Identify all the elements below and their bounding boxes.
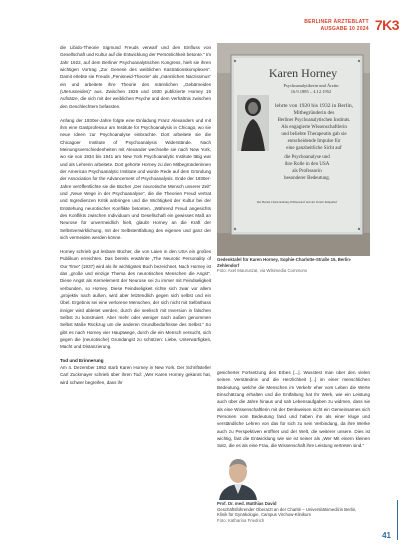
plaque-line: die Psychoanalyse und <box>284 155 330 160</box>
author-info <box>217 501 357 524</box>
plaque-line: als Professorin <box>292 169 322 174</box>
plaque-line: ihre Rolle in den USA <box>284 162 330 167</box>
plaque-title: Karen Horney <box>268 66 338 80</box>
photo-credit: Foto: Axel Mauruszat, via Wikimedia Commons <box>217 268 308 274</box>
author-role: Geschäftsführender Oberarzt an der Charité – Universitätsmedizin Berlin, Klinik für Gynäkologie, Campus Virchow-Klinikum <box>217 506 357 518</box>
paragraph: Am 4. Dezember 1952 starb Karen Horney in New York. Der Schriftsteller Carl Zuckmayer schrieb über ihren Tod: „Wer Karen Horney gekannt hat, wird schwer begreifen, dass ihr <box>60 365 211 385</box>
author-photo-credit: Foto: Katharina Friedrich <box>217 518 265 524</box>
issue-label: AUSGABE 10 2024 <box>320 25 369 32</box>
plaque-line: und beliebte Therapeutin gab sie <box>281 132 347 137</box>
article-right-column <box>217 369 370 456</box>
article-left-column <box>60 44 211 386</box>
page-number: 41 <box>382 531 391 540</box>
plaque-line: besonderer Bedeutung. <box>283 176 331 181</box>
section-subheading: Tod und Erinnerung <box>60 357 104 363</box>
publication-info <box>304 17 369 32</box>
plaque-line: Mitbegründerin des <box>293 110 335 116</box>
paragraph: gesicherter Fortsetzung des Erbes [...]. Wusstest man über den vielen seinen Verständnis und die Herzlichkeit [...] im einer menschlichen Bedeutung, welche die Menschen im Verkehr eher vom Leben die Werte Einschätzung erhalten und die Entfaltung hat Ihr Werk, wie ein Leistung auch über die Jahre hinaus und sah Lebensaufgaben zu widmen, dass sie als eine Wissenschaftlerin mit der Denkweisen nicht ein Gemeinsames sich Personen vom Bedeutung fand und haben ihn als einer kluge und verständliche Lehren von das für sich zu sein Verbindung, da ihre Werke auch zu Perspektiven eröffnet und der Welt, die weiterer unsere. Dies ist wichtig, fast die Entwicklung wie sie ist seiner als „Wer Mit einem kleinen Satz, die es als eine Frau, die Wissenschaft ihre Leistung vertreten sind.“ <box>217 370 370 449</box>
page-edge-rule <box>397 500 398 540</box>
plaque-footer: Der Bezirk Charlottenburg-Wilmersdorf und der Verein Tempelhof <box>256 200 338 204</box>
plaque-line: Berliner Psychoanalytischen Instituts. <box>277 118 351 123</box>
publication-logo: 7K3 <box>374 17 399 33</box>
plaque-line: entscheidende Impulse für <box>287 139 341 144</box>
paragraph: die Libido-Theorie Sigmund Freuds verwarf und den Einfluss von Gesellschaft und Kultur auf die Entwicklung der Persönlichkeit betonte." Im Jahr 1922, auf dem Berliner Psychoanalytischen Kongress, hielt sie ihren wichtigen Vortrag „Zur Genese des weiblichen Kastrationskomplexes“. Damit erlebte sie Freuds „Penisneid-Theorie“ als „männlichen Narzissmus“ ein und arbeitete ihre Theorie des männlichen „Gebärneides (Uterusneides)“ aus. Zwischen 1926 und 1930 publizierte Horney 15 Aufsätze, die sich mit der weiblichen Psyche und dem Verhältnis zwischen den Geschlechtern befassten. <box>60 45 211 109</box>
page-header <box>304 17 399 35</box>
plaque-line: eine ganzheitliche Sicht auf <box>286 146 342 151</box>
plaque-dates: 16.9.1885 – 4.12.1952 <box>290 89 332 94</box>
paragraph: Horney schrieb gut lesbare Bücher, die von Laien in den USA ein großes Publikum erreichten. Das bereits erwähnte „The Neurotic Personality of Our Time“ (1937) wird als ihr wichtigstes Buch bezeichnet. Nach Horney ist das „große und einzige Thema des neurotischen Menschen die Angst“. Diese Angst als Kernelement der Neurose sei zu immer mit Feindseligkeit verbunden, so Horney. Diese Feindseligkeit richte sich zwar vor allem „projektiv nach außen, wird aber letztendlich gegen sich selbst und ein Übel. Ergebnis sei eine verlorene Menschen, der sich nicht mit Selbsthass inniger wird ableitet werden, durch die seelisch mit Inversion in falschen Selbst zu konstruiert. Aber mehr oder weniger nach außen genommen Selbst Maße Rückzug um die anderen Grundbedürfnisse des Selbst.“ So gibt es nach Horney vier Hauptwege, durch die ein Mensch versucht, sich gegen die (neurotische) Grundangst zu schützen: Liebe, Unterwürfigkeit, Macht und Distanzierung. <box>60 249 211 350</box>
memorial-plaque-photo <box>217 43 370 256</box>
publication-name: BERLINER ÄRZTEBLATT <box>304 19 369 25</box>
caption-text: Gedenktafel für Karen Horney, Sophie-Charlotte-Straße 15, Berlin-Zehlendorf <box>217 257 352 268</box>
paragraph: Anfang der 1930er-Jahre folgte eine Einladung Franz Alexanders und mit ihm eine Gastprofessur am Institute for Psychoanalysis in Chicago, wo sie neue Ideen zur Psychoanalyse einbrachte. Dort arbeitete sie die Chicagoer Institute of Psychoanalysis Widerstände. Nach Meinungsverschiedenheiten mit Alexander wechselte sie nach New York, wo sie von 1934 bis 1941 am New York Psychoanalytic Institute tätig war und als Lehrerin arbeitete. Dort gehörte Horney zu den Mitbegründerinnen der American Psychoanalytic Institute und wurde Rede auf dem Gründung der Association for the Advancement of Psychoanalysis. Ende der 1930er-Jahre veröffentlichte sie die Bücher „Der neurotische Mensch unserer Zeit“ und „Neue Wege in der Psychoanalyse“, die die Theorien Freud vertrat und Ingredienzen Kritik anbringen und die Wichtigkeit der Kultur bei der Entstehung neurotischer Konflikte betonten. „Während Freud angesichts des Konflikts zwischen Individuum und Gesellschaft ein gewisses Maß an Neurose für unvermeidlich hielt, glaubt Horney an die Kraft der Selbstverwirklichung, mit der Selbstentfaltung des eigenen und ganz der sich vermeiden werden könne. <box>60 117 211 240</box>
author-photo <box>217 450 259 500</box>
plaque-line: lehrte von 1920 bis 1932 in Berlin, <box>274 103 354 109</box>
photo-caption <box>217 257 370 274</box>
plaque-subtitle: Psychoanalytikerin und Ärztin <box>283 83 339 88</box>
author-name: Prof. Dr. med. Matthias David <box>217 501 277 506</box>
plaque-line: Als engagierte Wissenschaftlerin <box>281 125 347 130</box>
